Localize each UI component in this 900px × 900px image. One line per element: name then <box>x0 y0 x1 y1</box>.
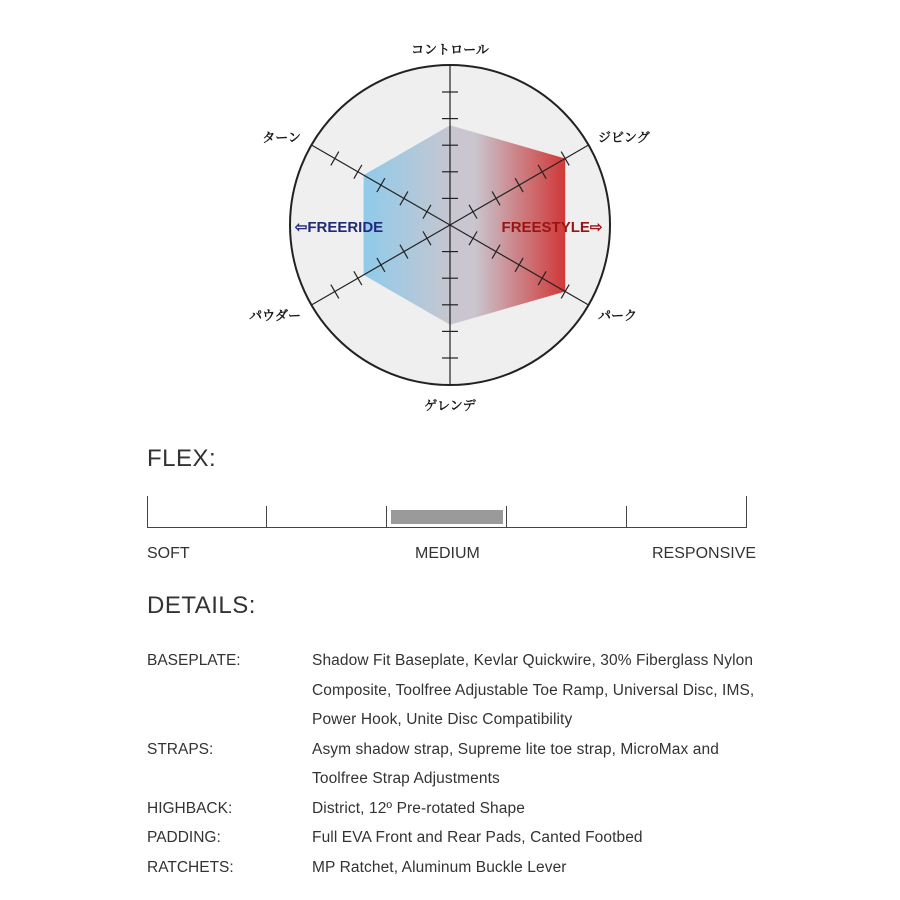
axis-label-control: コントロール <box>411 43 489 58</box>
details-title: DETAILS: <box>147 592 256 619</box>
axis-label-turn: ターン <box>262 131 301 146</box>
detail-row-padding <box>147 823 767 853</box>
flex-scale <box>147 496 747 530</box>
flex-label-medium: MEDIUM <box>415 545 480 562</box>
detail-key: RATCHETS: <box>147 858 234 876</box>
axis-label-park: パーク <box>598 309 638 324</box>
detail-value: Full EVA Front and Rear Pads, Canted Footbed <box>312 829 643 846</box>
flex-selected-bar <box>391 510 503 524</box>
detail-key: PADDING: <box>147 829 221 846</box>
flex-scale-tick <box>266 506 267 528</box>
detail-value: MP Ratchet, Aluminum Buckle Lever <box>312 858 567 876</box>
freestyle-direction-label: FREESTYLE⇨ <box>501 219 603 236</box>
axis-label-powder: パウダー <box>249 309 301 324</box>
detail-key: BASEPLATE: <box>147 652 241 669</box>
axis-label-jibbing: ジビング <box>598 131 650 146</box>
flex-scale-tick <box>506 506 507 528</box>
flex-label-responsive: RESPONSIVE <box>652 545 757 562</box>
detail-row-straps <box>147 735 767 794</box>
detail-key: STRAPS: <box>147 740 214 758</box>
detail-value: Shadow Fit Baseplate, Kevlar Quickwire, 30% Fiberglass Nylon Composite, Toolfree Adjustable Toe Ramp, Universal Disc, IMS, Power Hook, Unite Disc Compatibility <box>312 652 755 728</box>
riding-style-radar-chart <box>0 0 900 430</box>
freeride-direction-label: ⇦FREERIDE <box>294 219 384 236</box>
axis-label-groomed: ゲレンデ <box>424 399 476 414</box>
detail-key: HIGHBACK: <box>147 799 233 817</box>
flex-scale-tick <box>626 506 627 528</box>
flex-scale-tick <box>386 506 387 528</box>
details-list <box>147 646 767 882</box>
flex-title: FLEX: <box>147 445 217 472</box>
flex-label-soft: SOFT <box>147 545 190 562</box>
detail-row-highback <box>147 794 767 824</box>
detail-row-baseplate <box>147 646 767 735</box>
detail-value: District, 12º Pre-rotated Shape <box>312 799 525 817</box>
detail-value: Asym shadow strap, Supreme lite toe strap, MicroMax and Toolfree Strap Adjustments <box>312 740 719 787</box>
detail-row-ratchets <box>147 853 767 883</box>
